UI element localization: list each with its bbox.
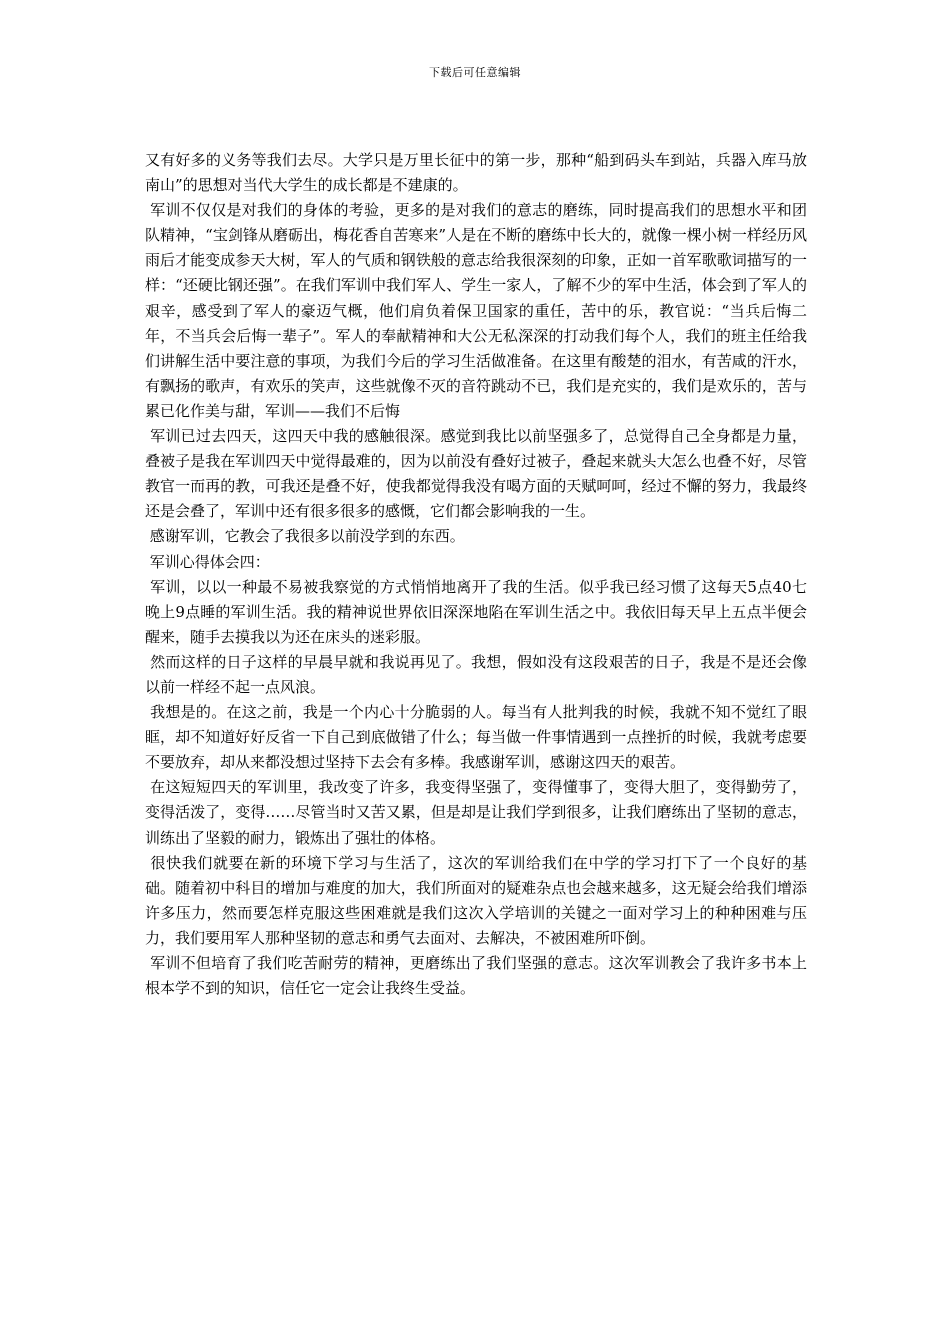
page-header: 下载后可任意编辑 — [429, 66, 521, 79]
section-heading: 军训心得体会四： — [145, 552, 270, 571]
paragraph: 又有好多的义务等我们去尽。大学只是万里长征中的第一步，那种“船到码头车到站，兵器入库马放南山”的思想对当代大学生的成长都是不建康的。 — [145, 151, 807, 195]
paragraph: 军训不但培育了我们吃苦耐劳的精神，更磨练出了我们坚强的意志。这次军训教会了我许多书本上根本学不到的知识，信任它一定会让我终生受益。 — [145, 954, 807, 998]
paragraph: 军训不仅仅是对我们的身体的考验，更多的是对我们的意志的磨练，同时提高我们的思想水平和团队精神，“宝剑锋从磨砺出，梅花香自苦寒来”人是在不断的磨练中长大的，就像一棵小树一样经历风雨后才能变成参天大树，军人的气质和钢铁般的意志给我很深刻的印象，正如一首军歌歌词描写的一样：“还硬比钢还强”。在我们军训中我们军人、学生一家人，了解不少的军中生活，体会到了军人的艰辛，感受到了军人的豪迈气概，他们肩负着保卫国家的重任，苦中的乐，教官说：“当兵后悔二年，不当兵会后悔一辈子”。军人的奉献精神和大公无私深深的打动我们每个人，我们的班主任给我们讲解生活中要注意的事项，为我们今后的学习生活做准备。在这里有酸楚的泪水，有苦咸的汗水，有飘扬的歌声，有欢乐的笑声，这些就像不灭的音符跳动不已，我们是充实的，我们是欢乐的，苦与累已化作美与甜，军训——我们不后悔 — [145, 201, 807, 420]
document-body — [145, 148, 807, 1001]
paragraph: 在这短短四天的军训里，我改变了许多，我变得坚强了，变得懂事了，变得大胆了，变得勤劳了，变得活泼了，变得……尽管当时又苦又累，但是却是让我们学到很多，让我们磨练出了坚韧的意志，训练出了坚毅的耐力，锻炼出了强壮的体格。 — [145, 778, 807, 847]
paragraph: 然而这样的日子这样的早晨早就和我说再见了。我想，假如没有这段艰苦的日子，我是不是还会像以前一样经不起一点风浪。 — [145, 652, 807, 696]
paragraph: 感谢军训，它教会了我很多以前没学到的东西。 — [145, 527, 465, 546]
paragraph: 我想是的。在这之前，我是一个内心十分脆弱的人。每当有人批判我的时候，我就不知不觉红了眼眶，却不知道好好反省一下自己到底做错了什么；每当做一件事情遇到一点挫折的时候，我就考虑要不要放弃，却从来都没想过坚持下去会有多棒。我感谢军训，感谢这四天的艰苦。 — [145, 703, 807, 772]
paragraph: 军训，以以一种最不易被我察觉的方式悄悄地离开了我的生活。似乎我已经习惯了这每天5点40七晚上9点睡的军训生活。我的精神说世界依旧深深地陷在军训生活之中。我依旧每天早上五点半便会醒来，随手去摸我以为还在床头的迷彩服。 — [145, 577, 807, 646]
paragraph: 很快我们就要在新的环境下学习与生活了，这次的军训给我们在中学的学习打下了一个良好的基础。随着初中科目的增加与难度的加大，我们所面对的疑难杂点也会越来越多，这无疑会给我们增添许多压力，然而要怎样克服这些困难就是我们这次入学培训的关键之一面对学习上的种种困难与压力，我们要用军人那种坚韧的意志和勇气去面对、去解决，不被困难所吓倒。 — [145, 853, 807, 947]
paragraph: 军训已过去四天，这四天中我的感触很深。感觉到我比以前坚强多了，总觉得自己全身都是力量，叠被子是我在军训四天中觉得最难的，因为以前没有叠好过被子，叠起来就头大怎么也叠不好，尽管教官一而再的教，可我还是叠不好，使我都觉得我没有喝方面的天赋呵呵，经过不懈的努力，我最终还是会叠了，军训中还有很多很多的感慨，它们都会影响我的一生。 — [145, 427, 807, 521]
